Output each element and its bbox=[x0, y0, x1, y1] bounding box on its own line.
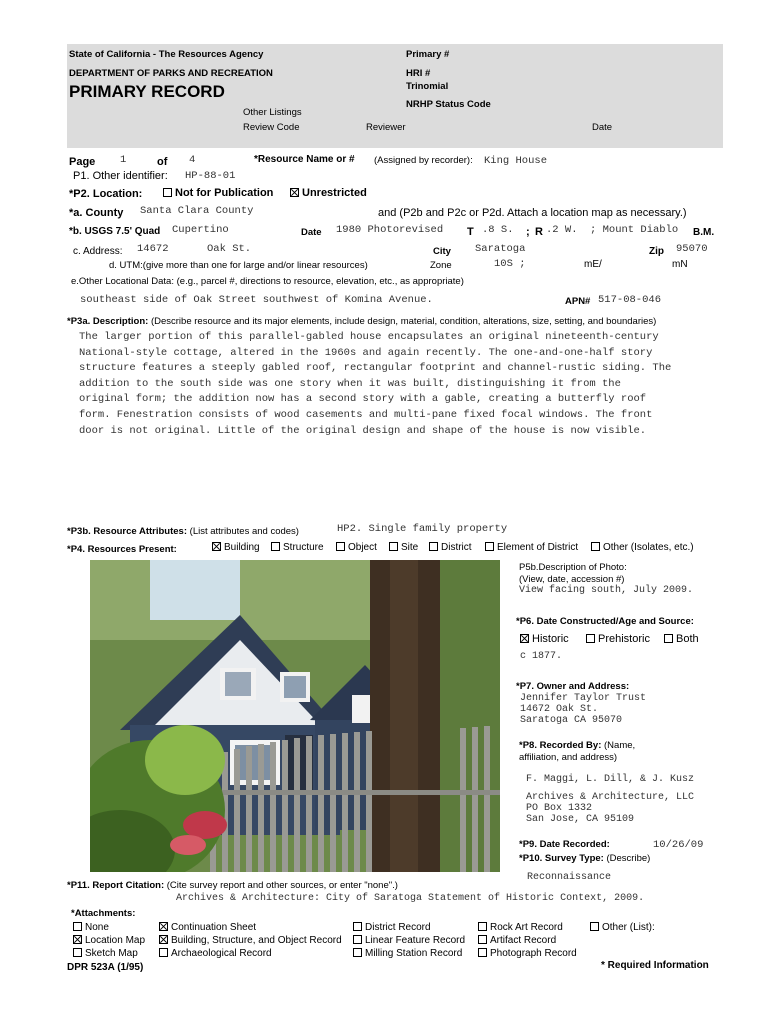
element-checkbox[interactable] bbox=[485, 542, 494, 551]
address-number: 14672 bbox=[137, 243, 169, 255]
p8-label: *P8. Recorded By: bbox=[519, 740, 602, 751]
page-label: Page bbox=[69, 156, 96, 168]
p1-label: P1. Other identifier: bbox=[73, 170, 168, 182]
other-locational-label: e.Other Locational Data: (e.g., parcel #, directions to resource, elevation, etc., as appropriate) bbox=[71, 276, 464, 287]
attachments-label: *Attachments: bbox=[71, 908, 136, 919]
department-name: DEPARTMENT OF PARKS AND RECREATION bbox=[69, 68, 273, 79]
p3a-note: (Describe resource and its major elements, include design, material, condition, alterations, size, setting, and boundaries) bbox=[150, 316, 657, 327]
location-map-label: Location Map bbox=[85, 935, 146, 946]
p8-sub: (Name, bbox=[604, 740, 636, 751]
agency-name: State of California - The Resources Agency bbox=[69, 49, 264, 60]
p6-label: *P6. Date Constructed/Age and Source: bbox=[516, 616, 694, 627]
unrestricted-checkbox[interactable] bbox=[290, 188, 299, 197]
description-line: addition to the south side was one story when it was built, distinguishing it from the bbox=[79, 377, 621, 390]
recorder-line: PO Box 1332 bbox=[526, 803, 593, 814]
city-label: City bbox=[433, 246, 451, 257]
description-line: National-style cottage, altered in the 1960s and again recently. The one-and-one-half story bbox=[79, 346, 653, 359]
p8-sub2: affiliation, and address) bbox=[519, 752, 618, 763]
attachment-other[interactable] bbox=[590, 922, 655, 933]
p2-label: *P2. Location: bbox=[69, 188, 143, 200]
city-value: Saratoga bbox=[475, 243, 526, 255]
baseline-value: ; Mount Diablo bbox=[590, 224, 679, 236]
continuation-label: Continuation Sheet bbox=[171, 922, 257, 933]
location-map-checkbox[interactable] bbox=[73, 935, 82, 944]
attachment-district[interactable] bbox=[353, 922, 431, 933]
p10-label: *P10. Survey Type: bbox=[519, 853, 604, 864]
none-label: None bbox=[85, 922, 109, 933]
review-code-label: Review Code bbox=[243, 122, 300, 133]
other-list-checkbox[interactable] bbox=[590, 922, 599, 931]
p6-both-option[interactable] bbox=[664, 633, 699, 645]
p10-sub: (Describe) bbox=[606, 853, 651, 864]
archaeological-label: Archaeological Record bbox=[171, 948, 272, 959]
unrestricted-option[interactable] bbox=[290, 187, 367, 199]
photograph-label: Photograph Record bbox=[490, 948, 577, 959]
attachment-bso-record[interactable] bbox=[159, 935, 342, 946]
p3b-note: (List attributes and codes) bbox=[189, 526, 299, 537]
bm-label: B.M. bbox=[693, 227, 715, 238]
p4-option-site[interactable] bbox=[389, 542, 418, 553]
description-line: structure features a steeply gabled roof, rectangular footprint and channel-rustic siding. The bbox=[79, 362, 672, 375]
archaeological-checkbox[interactable] bbox=[159, 948, 168, 957]
form-title: PRIMARY RECORD bbox=[69, 82, 225, 101]
p11-value: Archives & Architecture: City of Saratoga Statement of Historic Context, 2009. bbox=[176, 893, 645, 904]
p4-option-object[interactable] bbox=[336, 542, 377, 553]
p5b-label: P5b.Description of Photo: bbox=[519, 562, 627, 573]
reviewer-label: Reviewer bbox=[366, 122, 406, 133]
address-street: Oak St. bbox=[207, 243, 252, 255]
object-checkbox[interactable] bbox=[336, 542, 345, 551]
page-of-label: of bbox=[157, 156, 168, 168]
sketch-map-label: Sketch Map bbox=[85, 948, 138, 959]
trinomial-label: Trinomial bbox=[406, 81, 449, 92]
p4-option-other[interactable] bbox=[591, 542, 694, 553]
recorder-names: F. Maggi, L. Dill, & J. Kusz bbox=[526, 774, 695, 785]
not-for-publication-option[interactable] bbox=[163, 187, 273, 199]
district-label: District bbox=[441, 542, 472, 553]
county-note: and (P2b and P2c or P2d. Attach a location map as necessary.) bbox=[378, 207, 687, 219]
object-label: Object bbox=[348, 542, 377, 553]
p3b-label: *P3b. Resource Attributes: bbox=[67, 526, 188, 537]
structure-checkbox[interactable] bbox=[271, 542, 280, 551]
zip-value: 95070 bbox=[676, 243, 708, 255]
site-checkbox[interactable] bbox=[389, 542, 398, 551]
zone-value: 10S ; bbox=[494, 258, 526, 270]
primary-label: Primary # bbox=[406, 49, 450, 60]
recorder-line: Archives & Architecture, LLC bbox=[526, 792, 695, 803]
prehistoric-label: Prehistoric bbox=[598, 633, 650, 645]
milling-checkbox[interactable] bbox=[353, 948, 362, 957]
attachment-milling[interactable] bbox=[353, 948, 462, 959]
range-label: R bbox=[535, 226, 543, 238]
p6-value: c 1877. bbox=[520, 651, 563, 662]
none-checkbox[interactable] bbox=[73, 922, 82, 931]
p6-historic-option[interactable] bbox=[520, 633, 569, 645]
structure-label: Structure bbox=[283, 542, 324, 553]
unrestricted-label: Unrestricted bbox=[302, 187, 367, 199]
both-checkbox[interactable] bbox=[664, 634, 673, 643]
p5b-sub: (View, date, accession #) bbox=[519, 574, 625, 585]
p7-label: *P7. Owner and Address: bbox=[516, 681, 630, 692]
building-label: Building bbox=[224, 542, 260, 553]
bso-record-checkbox[interactable] bbox=[159, 935, 168, 944]
element-label: Element of District bbox=[497, 542, 579, 553]
nrhp-label: NRHP Status Code bbox=[406, 99, 491, 110]
district-record-checkbox[interactable] bbox=[353, 922, 362, 931]
p3b-heading bbox=[67, 526, 299, 537]
p9-value: 10/26/09 bbox=[653, 839, 704, 851]
attachment-archaeological[interactable] bbox=[159, 948, 272, 959]
rock-art-checkbox[interactable] bbox=[478, 922, 487, 931]
description-line: original form; the addition now has a second story with a gable, creating a butterfly roof bbox=[79, 393, 647, 406]
zip-label: Zip bbox=[649, 246, 664, 257]
recorder-line: San Jose, CA 95109 bbox=[526, 814, 635, 825]
county-label: *a. County bbox=[69, 207, 124, 219]
artifact-checkbox[interactable] bbox=[478, 935, 487, 944]
house-photo bbox=[90, 560, 500, 872]
p4-option-element[interactable] bbox=[485, 542, 578, 553]
owner-line: Saratoga CA 95070 bbox=[520, 715, 623, 726]
p11-label: *P11. Report Citation: bbox=[67, 880, 165, 891]
usgs-date-label: Date bbox=[301, 227, 322, 238]
township-label: T bbox=[467, 226, 474, 238]
prehistoric-checkbox[interactable] bbox=[586, 634, 595, 643]
sketch-map-checkbox[interactable] bbox=[73, 948, 82, 957]
township-value: .8 S. bbox=[482, 224, 514, 236]
other-list-label: Other (List): bbox=[602, 922, 655, 933]
resource-name-sub: (Assigned by recorder): bbox=[374, 155, 473, 166]
usgs-value: Cupertino bbox=[172, 224, 229, 236]
p4-label: *P4. Resources Present: bbox=[67, 544, 177, 555]
resource-name-value: King House bbox=[484, 155, 548, 167]
p11-heading bbox=[67, 880, 398, 891]
not-for-publication-label: Not for Publication bbox=[175, 187, 274, 199]
p6-prehistoric-option[interactable] bbox=[586, 633, 650, 645]
p10-value: Reconnaissance bbox=[527, 872, 612, 883]
p4-option-district[interactable] bbox=[429, 542, 472, 553]
page-number: 1 bbox=[120, 154, 127, 166]
utm-northing-unit: mN bbox=[672, 259, 688, 270]
linear-checkbox[interactable] bbox=[353, 935, 362, 944]
historic-checkbox[interactable] bbox=[520, 634, 529, 643]
attachment-artifact[interactable] bbox=[478, 935, 556, 946]
attachment-sketch-map[interactable] bbox=[73, 948, 138, 959]
required-info-note: * Required Information bbox=[601, 960, 709, 971]
historic-label: Historic bbox=[532, 633, 569, 645]
rock-art-label: Rock Art Record bbox=[490, 922, 563, 933]
address-label: c. Address: bbox=[73, 246, 123, 257]
description-line: door is not original. Little of the original design and shape of the house is now visible. bbox=[79, 424, 647, 437]
description-line: The larger portion of this parallel-gabled house encapsulates an original nineteenth-century bbox=[79, 331, 659, 343]
p3a-label: *P3a. Description: bbox=[67, 316, 149, 327]
milling-label: Milling Station Record bbox=[365, 948, 463, 959]
hri-label: HRI # bbox=[406, 68, 431, 79]
resource-name-label: *Resource Name or # bbox=[254, 154, 355, 165]
p3a-heading bbox=[67, 316, 656, 327]
attachment-none[interactable] bbox=[73, 922, 109, 933]
both-label: Both bbox=[676, 633, 699, 645]
p5b-value: View facing south, July 2009. bbox=[519, 585, 694, 596]
p8-heading bbox=[519, 740, 635, 751]
p10-heading bbox=[519, 853, 650, 864]
attachment-rock-art[interactable] bbox=[478, 922, 563, 933]
building-checkbox[interactable] bbox=[212, 542, 221, 551]
p3b-value: HP2. Single family property bbox=[337, 523, 508, 535]
p4-option-building[interactable] bbox=[212, 542, 260, 553]
other-label: Other (Isolates, etc.) bbox=[603, 542, 694, 553]
usgs-date-value: 1980 Photorevised bbox=[336, 224, 444, 236]
artifact-label: Artifact Record bbox=[490, 935, 557, 946]
date-label: Date bbox=[592, 122, 613, 133]
township-sep: ; bbox=[526, 226, 530, 238]
not-for-publication-checkbox[interactable] bbox=[163, 188, 172, 197]
site-label: Site bbox=[401, 542, 419, 553]
district-checkbox[interactable] bbox=[429, 542, 438, 551]
p1-value: HP-88-01 bbox=[185, 170, 236, 182]
attachment-photograph[interactable] bbox=[478, 948, 577, 959]
zone-label: Zone bbox=[430, 260, 452, 271]
form-number: DPR 523A (1/95) bbox=[67, 962, 144, 973]
utm-label: d. UTM:(give more than one for large and/or linear resources) bbox=[109, 260, 368, 271]
owner-line: Jennifer Taylor Trust bbox=[520, 693, 647, 704]
other-locational-value: southeast side of Oak Street southwest of Komina Avenue. bbox=[80, 294, 433, 306]
utm-easting-unit: mE/ bbox=[584, 259, 602, 270]
page-total: 4 bbox=[189, 154, 196, 166]
other-checkbox[interactable] bbox=[591, 542, 600, 551]
house-photo-image bbox=[90, 560, 500, 872]
other-listings-label: Other Listings bbox=[243, 107, 302, 118]
attachment-linear[interactable] bbox=[353, 935, 465, 946]
description-line: form. Fenestration consists of wood casements and multi-pane fixed focal windows. The front bbox=[79, 408, 653, 421]
usgs-label: *b. USGS 7.5' Quad bbox=[69, 226, 161, 237]
p4-option-structure[interactable] bbox=[271, 542, 324, 553]
attachment-continuation[interactable] bbox=[159, 922, 256, 933]
owner-line: 14672 Oak St. bbox=[520, 704, 599, 715]
photograph-checkbox[interactable] bbox=[478, 948, 487, 957]
p11-note: (Cite survey report and other sources, or enter "none".) bbox=[166, 880, 398, 891]
linear-label: Linear Feature Record bbox=[365, 935, 466, 946]
range-value: .2 W. bbox=[546, 224, 578, 236]
p9-label: *P9. Date Recorded: bbox=[519, 839, 610, 850]
district-record-label: District Record bbox=[365, 922, 431, 933]
apn-value: 517-08-046 bbox=[598, 294, 662, 306]
attachment-location-map[interactable] bbox=[73, 935, 145, 946]
county-value: Santa Clara County bbox=[140, 205, 254, 217]
p3a-description bbox=[79, 330, 729, 439]
bso-record-label: Building, Structure, and Object Record bbox=[171, 935, 342, 946]
continuation-checkbox[interactable] bbox=[159, 922, 168, 931]
apn-label: APN# bbox=[565, 296, 591, 307]
